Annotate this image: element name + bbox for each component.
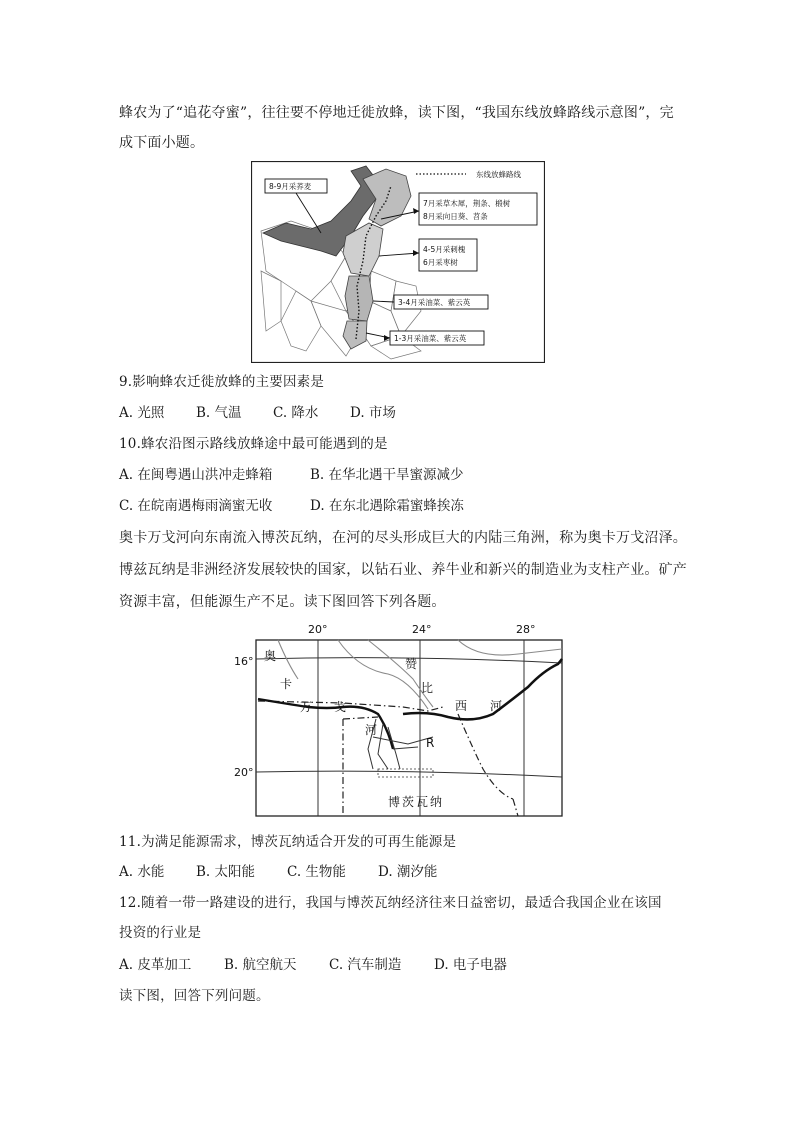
legend-label: 东线放蜂路线 <box>476 170 521 179</box>
q12-option-c[interactable]: C. 汽车制造 <box>329 957 402 973</box>
intro-paragraph-line-1: 蜂农为了“追花夺蜜”，往往要不停地迁徙放蜂，读下图，“我国东线放蜂路线示意图”，完 <box>119 105 674 121</box>
label-rape-2: 1-3月采油菜、紫云英 <box>394 334 467 343</box>
q11-option-a[interactable]: A. 水能 <box>119 864 165 880</box>
q10-option-a[interactable]: A. 在闽粤遇山洪冲走蜂箱 <box>119 467 273 483</box>
intro2-line-3: 资源丰富，但能源生产不足。读下图回答下列各题。 <box>119 594 446 610</box>
q12-option-b[interactable]: B. 航空航天 <box>224 957 297 973</box>
q10-option-d[interactable]: D. 在东北遇除霜蜜蜂挨冻 <box>310 498 464 514</box>
intro2-line-1: 奥卡万戈河向东南流入博茨瓦纳，在河的尽头形成巨大的内陆三角洲，称为奥卡万戈沼泽。 <box>119 530 687 546</box>
lon-28: 28° <box>516 623 536 636</box>
question-10-stem: 10.蜂农沿图示路线放蜂途中最可能遇到的是 <box>119 436 388 452</box>
q9-option-a[interactable]: A. 光照 <box>119 405 165 421</box>
outro-text: 读下图，回答下列问题。 <box>119 988 270 1004</box>
q11-option-b[interactable]: B. 太阳能 <box>196 864 256 880</box>
china-beekeeping-route-map <box>251 161 545 363</box>
okavango-botswana-map <box>228 619 568 817</box>
q11-option-c[interactable]: C. 生物能 <box>287 864 346 880</box>
label-r: R <box>426 736 435 750</box>
intro2-line-2: 博兹瓦纳是非洲经济发展较快的国家，以钻石业、养牛业和新兴的制造业为支柱产业。矿产 <box>119 562 687 578</box>
question-11-stem: 11.为满足能源需求，博茨瓦纳适合开发的可再生能源是 <box>119 834 457 850</box>
lat-20: 20° <box>234 766 254 779</box>
label-jujube: 6月采枣树 <box>423 258 458 267</box>
label-wan: 万 <box>300 700 313 714</box>
label-august: 8月采向日葵、苕条 <box>423 212 488 221</box>
intro-paragraph-line-2: 成下面小题。 <box>119 135 205 151</box>
label-he-okavango: 河 <box>365 723 378 737</box>
label-botswana: 博茨瓦纳 <box>388 795 445 809</box>
label-he-zambezi: 河 <box>490 699 503 713</box>
question-12-stem-line-2: 投资的行业是 <box>119 925 202 941</box>
label-ka: 卡 <box>280 677 293 691</box>
label-ge: 戈 <box>334 700 347 714</box>
q11-option-d[interactable]: D. 潮汐能 <box>378 864 438 880</box>
q9-option-b[interactable]: B. 气温 <box>196 405 242 421</box>
label-ao: 奥 <box>264 649 277 663</box>
q9-option-c[interactable]: C. 降水 <box>273 405 319 421</box>
label-july: 7月采草木犀，荆条、椴树 <box>423 199 511 208</box>
label-rape-1: 3-4月采油菜、紫云英 <box>398 298 471 307</box>
q10-option-b[interactable]: B. 在华北遇干旱蜜源减少 <box>310 467 464 483</box>
label-locust: 4-5月采刺槐 <box>423 245 466 254</box>
label-xi: 西 <box>455 699 468 713</box>
lon-24: 24° <box>412 623 432 636</box>
q9-option-d[interactable]: D. 市场 <box>350 405 396 421</box>
label-zan: 赞 <box>405 657 418 671</box>
q12-option-d[interactable]: D. 电子电器 <box>434 957 507 973</box>
question-12-stem-line-1: 12.随着一带一路建设的进行，我国与博茨瓦纳经济往来日益密切，最适合我国企业在该国 <box>119 895 662 911</box>
q12-option-a[interactable]: A. 皮革加工 <box>119 957 192 973</box>
lon-20: 20° <box>308 623 328 636</box>
label-bi: 比 <box>421 681 434 695</box>
question-9-stem: 9.影响蜂农迁徙放蜂的主要因素是 <box>119 374 325 390</box>
label-buckwheat: 8-9月采荞麦 <box>269 182 312 191</box>
lat-16: 16° <box>234 655 254 668</box>
q10-option-c[interactable]: C. 在皖南遇梅雨滴蜜无收 <box>119 498 273 514</box>
